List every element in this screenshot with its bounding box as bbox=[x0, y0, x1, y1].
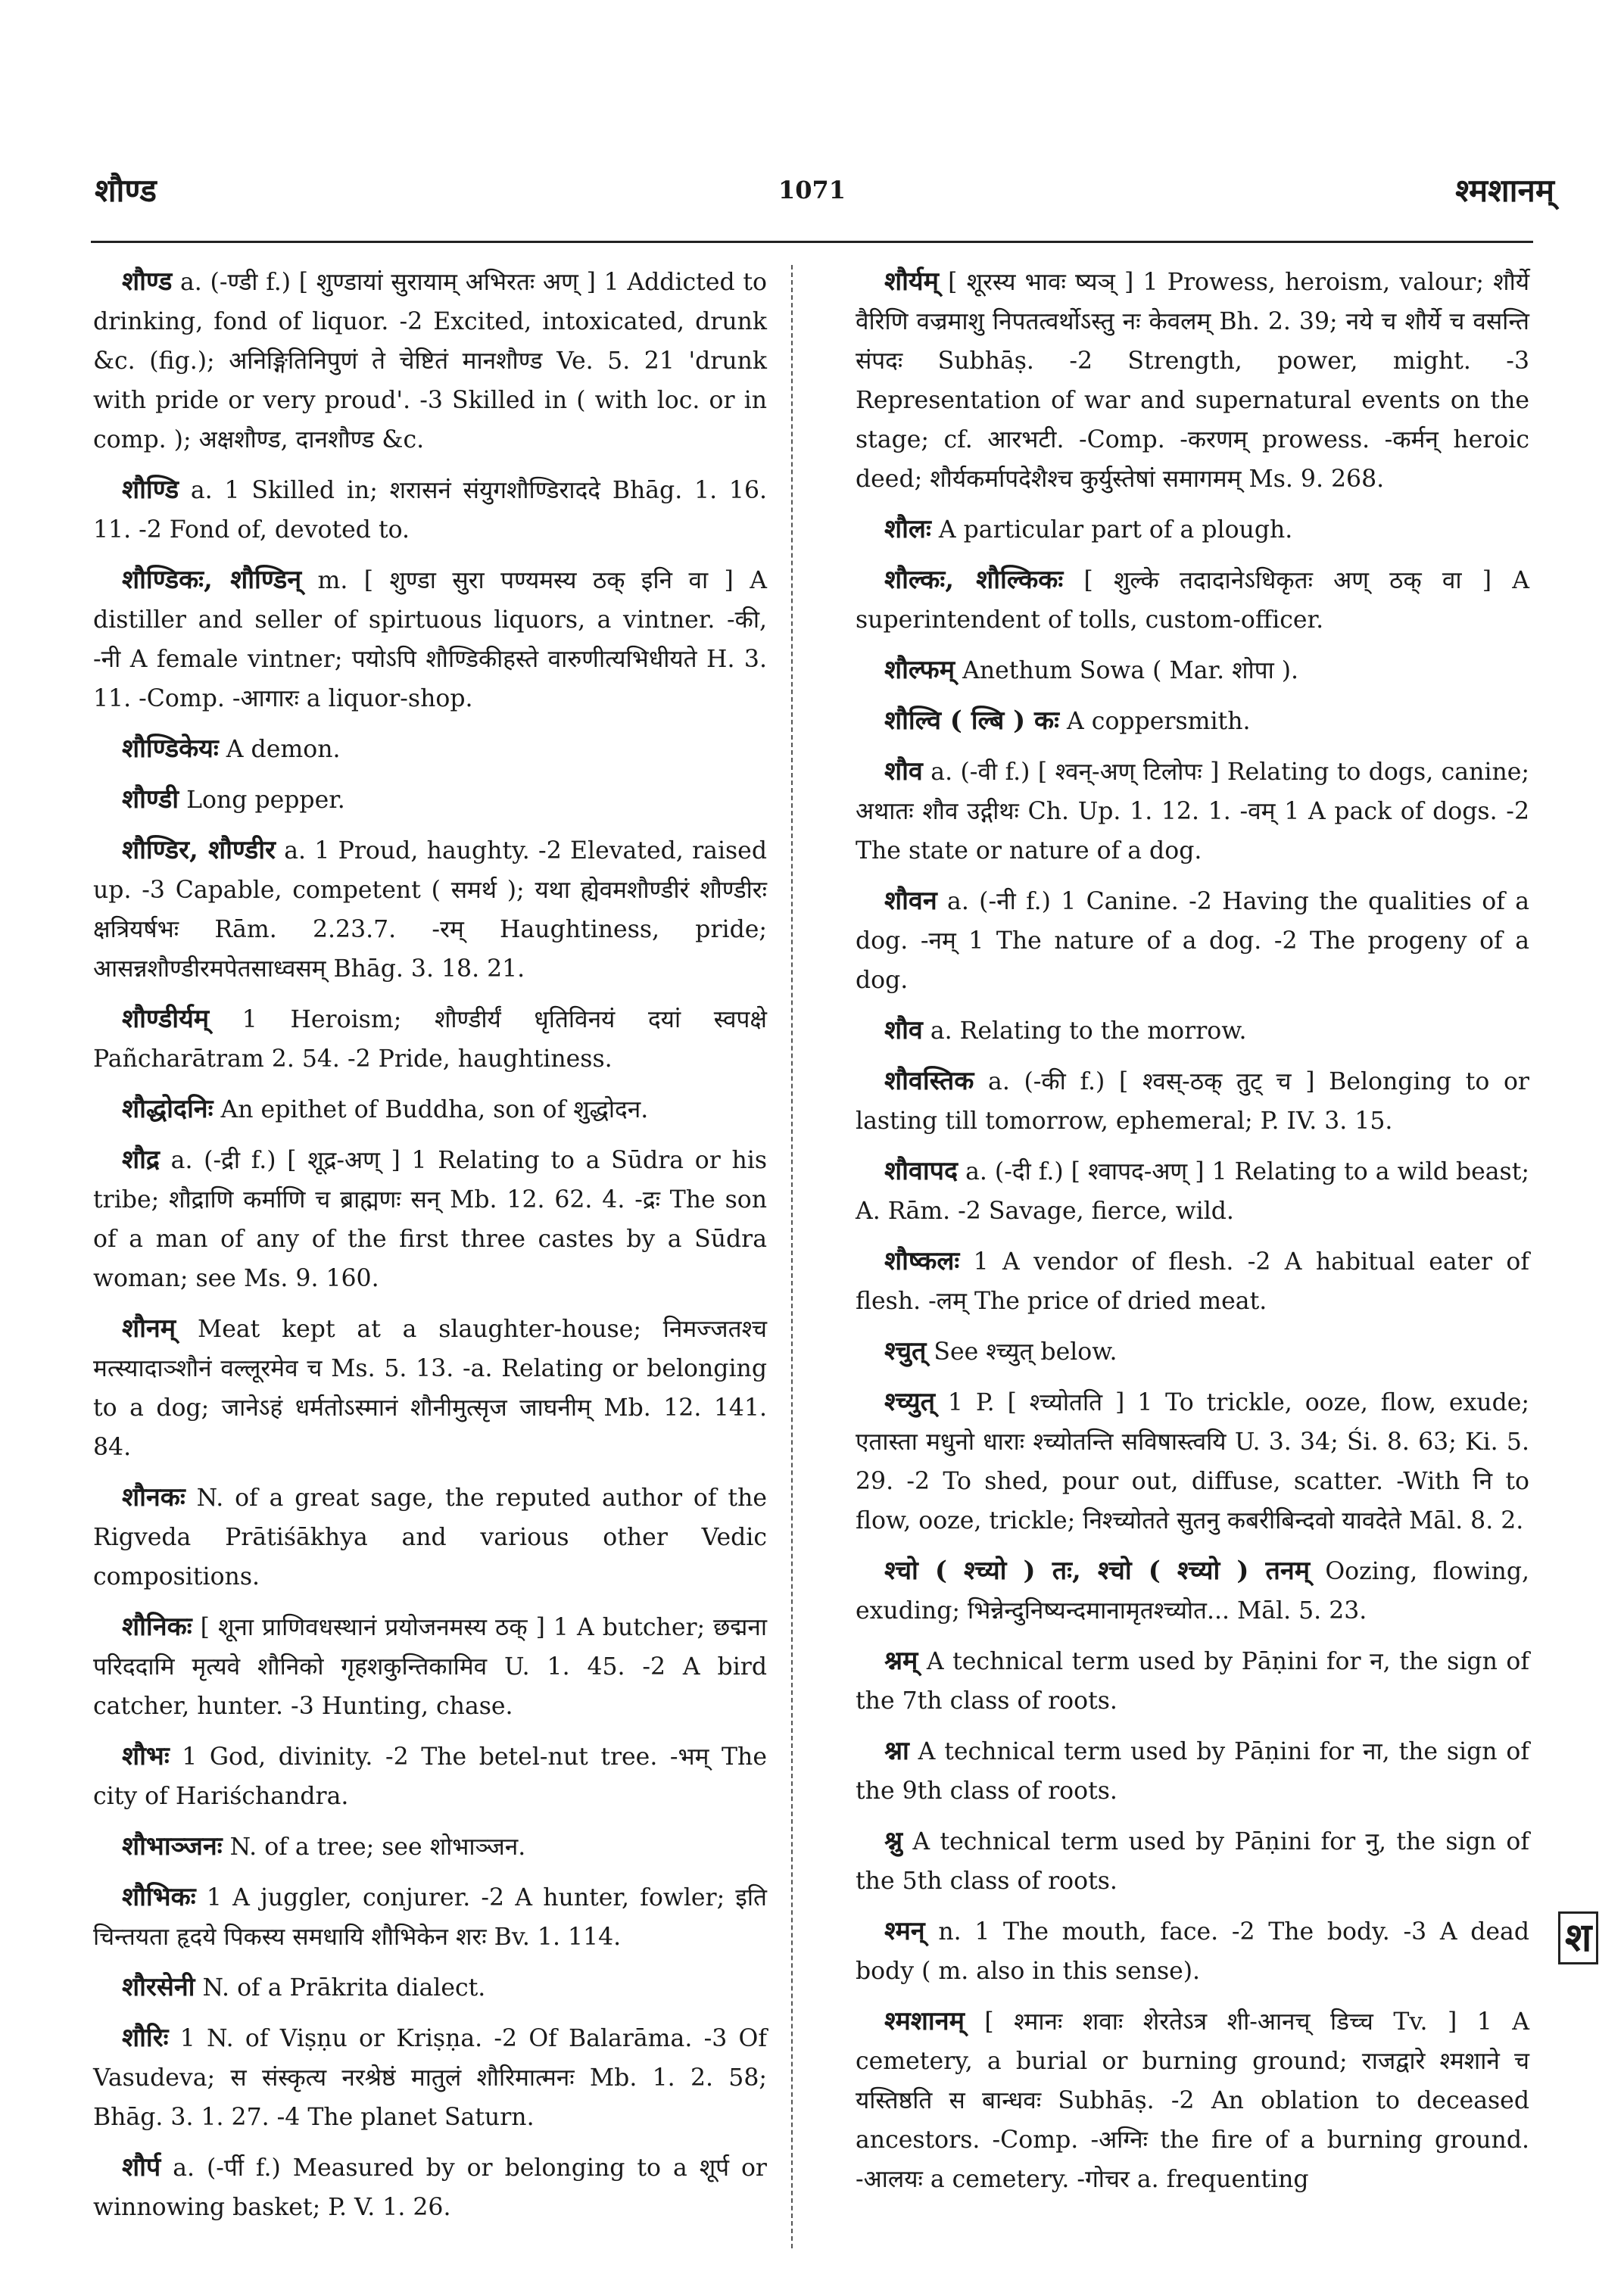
entry-headword: शौरिः bbox=[122, 2023, 169, 2053]
dictionary-entry bbox=[93, 2148, 767, 2227]
dictionary-entry bbox=[856, 560, 1529, 640]
dictionary-entry bbox=[93, 1607, 767, 1726]
entry-headword: शौल्वि ( ल्बि ) कः bbox=[884, 706, 1060, 736]
dictionary-entry bbox=[856, 1242, 1529, 1321]
entry-headword: शौलः bbox=[884, 514, 931, 544]
entry-definition: See श्च्युत् below. bbox=[926, 1338, 1117, 1366]
entry-definition: 1 Heroism; शौण्डीर्यं धृतिविनयं दयां स्वपक्षे Pañcharātram 2. 54. -2 Pride, haughtiness. bbox=[93, 1006, 767, 1073]
dictionary-entry bbox=[93, 560, 767, 718]
dictionary-entry bbox=[856, 881, 1529, 1000]
entry-headword: शौल्फम् bbox=[884, 655, 955, 685]
entry-headword: शौण्डिकः, शौण्डिन् bbox=[122, 565, 302, 595]
entry-headword: शौण्डी bbox=[122, 784, 179, 815]
entry-definition: a. (-नी f.) 1 Canine. -2 Having the qualities of a dog. -नम् 1 The nature of a dog. -2 The progeny of a dog. bbox=[856, 888, 1529, 994]
entry-headword: शौनकः bbox=[122, 1482, 185, 1513]
dictionary-entry bbox=[856, 1641, 1529, 1721]
entry-headword: शौव bbox=[884, 756, 923, 787]
entry-definition: [ श्मानः शवाः शेरतेऽत्र शी-आनच् डिच्च Tv. ] 1 A cemetery, a burial or burning ground; राजद्वारे श्मशाने च यस्तिष्ठति स बान्धवः Subhāṣ. -2 An oblation to deceased ancestors. -Comp. -अग्निः the fire of a burning ground. -आलयः a cemetery. -गोचर a. frequenting bbox=[856, 2008, 1529, 2193]
dictionary-entry bbox=[93, 1967, 767, 2008]
running-head-left: शौण्ड bbox=[95, 172, 157, 209]
entry-headword: श्नम् bbox=[884, 1646, 918, 1676]
thumb-index-tab: श bbox=[1558, 1911, 1598, 1964]
entry-definition: A particular part of a plough. bbox=[930, 516, 1293, 544]
entry-headword: शौण्ड bbox=[122, 266, 173, 297]
entry-headword: शौभः bbox=[122, 1741, 170, 1771]
entry-headword: शौरसेनी bbox=[122, 1972, 195, 2002]
dictionary-entry bbox=[856, 509, 1529, 550]
entry-definition: a. (-द्री f.) [ शूद्र-अण् ] 1 Relating to a Sūdra or his tribe; शौद्राणि कर्माणि च ब्राह्मणः सन् Mb. 12. 62. 4. -द्रः The son of a man of any of the first three castes by a Sūdra woman; see Ms. 9. 160. bbox=[93, 1147, 767, 1292]
entry-headword: शौष्कलः bbox=[884, 1246, 960, 1276]
entry-headword: शौवापद bbox=[884, 1156, 959, 1186]
dictionary-entry bbox=[856, 2002, 1529, 2199]
dictionary-entry bbox=[93, 999, 767, 1079]
entry-headword: शौवस्तिक bbox=[884, 1066, 974, 1096]
entry-headword: श्च्युत् bbox=[884, 1387, 936, 1417]
entry-headword: शौर्प bbox=[122, 2152, 161, 2182]
dictionary-entry bbox=[856, 650, 1529, 690]
dictionary-entry bbox=[856, 1551, 1529, 1631]
dictionary-entry bbox=[93, 2018, 767, 2137]
dictionary-entry bbox=[856, 752, 1529, 871]
dictionary-entry bbox=[93, 1877, 767, 1957]
entry-definition: a. 1 Skilled in; शरासनं संयुगशौण्डिराददे Bhāg. 1. 16. 11. -2 Fond of, devoted to. bbox=[93, 477, 767, 544]
entry-definition: N. of a great sage, the reputed author of the Rigveda Prātiśākhya and various other Vedic compositions. bbox=[93, 1485, 767, 1590]
entry-definition: A technical term used by Pāṇini for नु, the sign of the 5th class of roots. bbox=[856, 1828, 1529, 1895]
entry-headword: शौद्र bbox=[122, 1145, 160, 1175]
dictionary-entry bbox=[93, 1309, 767, 1467]
entry-definition: a. (-दी f.) [ श्वापद-अण् ] 1 Relating to a wild beast; A. Rām. -2 Savage, fierce, wild. bbox=[856, 1158, 1529, 1225]
entry-definition: An epithet of Buddha, son of शुद्धोदन. bbox=[213, 1096, 649, 1123]
entry-definition: a. 1 Proud, haughty. -2 Elevated, raised up. -3 Capable, competent ( समर्थ ); यथा ह्येवमशौण्डीरं शौण्डीरः क्षत्रियर्षभः Rām. 2.23.7. -रम् Haughtiness, pride; आसन्नशौण्डीरमपेतसाध्वसम् Bhāg. 3. 18. 21. bbox=[93, 837, 767, 983]
entry-definition: a. (-र्पी f.) Measured by or belonging to a शूर्प or winnowing basket; P. V. 1. 26. bbox=[93, 2154, 767, 2221]
entry-headword: शौण्डीर्यम् bbox=[122, 1004, 210, 1034]
running-head-right: श्मशानम् bbox=[1455, 172, 1554, 209]
page-number: 1071 bbox=[778, 176, 846, 204]
dictionary-entry bbox=[93, 1089, 767, 1129]
entry-headword: शौवन bbox=[884, 886, 937, 916]
entry-headword: श्मशानम् bbox=[884, 2006, 965, 2036]
entry-definition: a. (-वी f.) [ श्वन्-अण् टिलोपः ] Relating to dogs, canine; अथातः शौव उद्गीथः Ch. Up. 1. 12. 1. -वम् 1 A pack of dogs. -2 The state or nature of a dog. bbox=[856, 759, 1529, 865]
dictionary-entry bbox=[93, 830, 767, 989]
dictionary-entry bbox=[93, 1827, 767, 1867]
dictionary-entry bbox=[856, 1011, 1529, 1051]
entry-headword: शौनिकः bbox=[122, 1612, 192, 1642]
dictionary-entry bbox=[93, 1737, 767, 1816]
entry-headword: शौभिकः bbox=[122, 1882, 196, 1912]
entry-definition: N. of a tree; see शोभाञ्जन. bbox=[222, 1833, 526, 1861]
entry-headword: श्नु bbox=[884, 1826, 903, 1856]
entry-headword: शौण्डिर, शौण्डीर bbox=[122, 835, 276, 865]
entry-definition: A coppersmith. bbox=[1059, 708, 1251, 735]
dictionary-entry bbox=[856, 1332, 1529, 1372]
dictionary-entry bbox=[93, 780, 767, 820]
entry-headword: श्मन् bbox=[884, 1916, 925, 1946]
entry-definition: A demon. bbox=[218, 736, 341, 763]
dictionary-entry bbox=[93, 729, 767, 769]
entry-headword: श्चुत् bbox=[884, 1336, 927, 1366]
dictionary-entry bbox=[856, 1821, 1529, 1901]
entry-headword: शौल्कः, शौल्किकः bbox=[884, 565, 1064, 595]
entry-definition: a. Relating to the morrow. bbox=[922, 1017, 1247, 1045]
entry-headword: श्ना bbox=[884, 1736, 909, 1766]
dictionary-entry bbox=[856, 1151, 1529, 1231]
dictionary-entry bbox=[856, 1911, 1529, 1991]
dictionary-entry bbox=[93, 470, 767, 550]
entry-headword: शौव bbox=[884, 1015, 923, 1045]
dictionary-entry bbox=[93, 262, 767, 460]
right-column bbox=[856, 262, 1529, 2210]
dictionary-entry bbox=[856, 1382, 1529, 1541]
entry-definition: a. (-की f.) [ श्वस्-ठक् तुट् च ] Belonging to or lasting till tomorrow, ephemeral; P. IV. 3. 15. bbox=[856, 1068, 1529, 1135]
entry-headword: शौभाञ्जनः bbox=[122, 1831, 223, 1862]
entry-definition: Oozing, flowing, exuding; भिन्नेन्दुनिष्यन्दमानामृतश्च्योत... Māl. 5. 23. bbox=[856, 1558, 1529, 1625]
dictionary-entry bbox=[93, 1478, 767, 1597]
entry-definition: A technical term used by Pāṇini for न, the sign of the 7th class of roots. bbox=[856, 1648, 1529, 1715]
entry-definition: 1 N. of Viṣṇu or Kriṣṇa. -2 Of Balarāma. -3 Of Vasudeva; स संस्कृत्य नरश्रेष्ठं मातुलं शौरिमात्मनः Mb. 1. 2. 58; Bhāg. 3. 1. 27. -4 The planet Saturn. bbox=[93, 2025, 767, 2131]
entry-headword: शौद्धोदनिः bbox=[122, 1094, 214, 1124]
dictionary-entry bbox=[856, 1731, 1529, 1811]
dictionary-entry bbox=[93, 1140, 767, 1298]
entry-definition: a. (-ण्डी f.) [ शुण्डायां सुरायाम् अभिरतः अण् ] 1 Addicted to drinking, fond of liquor. -2 Excited, intoxicated, drunk &c. (fig.); अनिङ्गितिनिपुणं ते चेष्टितं मानशौण्ड Ve. 5. 21 'drunk with pride or very proud'. -3 Skilled in ( with loc. or in comp. ); अक्षशौण्ड, दानशौण्ड &c. bbox=[93, 269, 767, 453]
entry-headword: शौनम् bbox=[122, 1313, 176, 1344]
left-column bbox=[93, 262, 767, 2238]
entry-definition: N. of a Prākrita dialect. bbox=[195, 1974, 486, 2002]
entry-definition: 1 P. [ श्च्योतति ] 1 To trickle, ooze, flow, exude; एतास्ता मधुनो धाराः श्च्योतन्ति सविषास्त्वयि U. 3. 34; Śi. 8. 63; Ki. 5. 29. -2 To shed, pour out, diffuse, scatter. -With नि to flow, ooze, trickle; निश्च्योतते सुतनु कबरीबिन्दवो यावदेते Māl. 8. 2. bbox=[856, 1389, 1529, 1534]
entry-definition: A technical term used by Pāṇini for ना, the sign of the 9th class of roots. bbox=[856, 1738, 1529, 1805]
entry-definition: [ शुल्के तदादानेऽधिकृतः अण् ठक् वा ] A superintendent of tolls, custom-officer. bbox=[856, 567, 1529, 634]
entry-definition: 1 God, divinity. -2 The betel-nut tree. -भम् The city of Hariśchandra. bbox=[93, 1743, 767, 1810]
entry-definition: 1 A vendor of flesh. -2 A habitual eater of flesh. -लम् The price of dried meat. bbox=[856, 1248, 1529, 1315]
column-divider bbox=[791, 265, 793, 2248]
dictionary-entry bbox=[856, 262, 1529, 499]
dictionary-entry bbox=[856, 1061, 1529, 1141]
dictionary-entry bbox=[856, 701, 1529, 741]
entry-definition: 1 A juggler, conjurer. -2 A hunter, fowler; इति चिन्तयता हृदये पिकस्य समधायि शौभिकेन शरः Bv. 1. 114. bbox=[93, 1884, 767, 1951]
entry-headword: शौण्डिकेयः bbox=[122, 734, 219, 764]
entry-definition: Long pepper. bbox=[179, 787, 345, 814]
entry-headword: श्चो ( श्च्यो ) तः, श्चो ( श्च्यो ) तनम् bbox=[884, 1556, 1311, 1586]
entry-definition: [ शूरस्य भावः ष्यञ् ] 1 Prowess, heroism, valour; शौर्ये वैरिणि वज्रमाशु निपतत्वर्थोऽस्तु नः केवलम् Bh. 2. 39; नये च शौर्ये च वसन्ति संपदः Subhāṣ. -2 Strength, power, might. -3 Representation of war and supernatural events on the stage; cf. आरभटी. -Comp. -करणम् prowess. -कर्मन् heroic deed; शौर्यकर्मापदेशैश्च कुर्युस्तेषां समागमम् Ms. 9. 268. bbox=[856, 269, 1529, 493]
entry-definition: m. [ शुण्डा सुरा पण्यमस्य ठक् इनि वा ] A distiller and seller of spirtuous liquors, a vintner. -की, -नी A female vintner; पयोऽपि शौण्डिकीहस्ते वारुणीत्यभिधीयते H. 3. 11. -Comp. -आगारः a liquor-shop. bbox=[93, 567, 767, 712]
entry-definition: n. 1 The mouth, face. -2 The body. -3 A dead body ( m. also in this sense). bbox=[856, 1918, 1529, 1985]
entry-headword: शौर्यम् bbox=[884, 266, 939, 297]
header-rule bbox=[91, 241, 1533, 243]
entry-definition: Meat kept at a slaughter-house; निमज्जतश्च मत्स्यादाञ्शौनं वल्लूरमेव च Ms. 5. 13. -a. Relating or belonging to a dog; जानेऽहं धर्मतोऽस्मानं शौनीमुत्सृज जाघनीम् Mb. 12. 141. 84. bbox=[93, 1316, 767, 1461]
entry-definition: Anethum Sowa ( Mar. शोपा ). bbox=[955, 657, 1299, 684]
entry-headword: शौण्डि bbox=[122, 475, 179, 505]
entry-definition: [ शूना प्राणिवधस्थानं प्रयोजनमस्य ठक् ] 1 A butcher; छद्मना परिददामि मृत्यवे शौनिको गृहशकुन्तिकामिव U. 1. 45. -2 A bird catcher, hunter. -3 Hunting, chase. bbox=[93, 1614, 767, 1720]
